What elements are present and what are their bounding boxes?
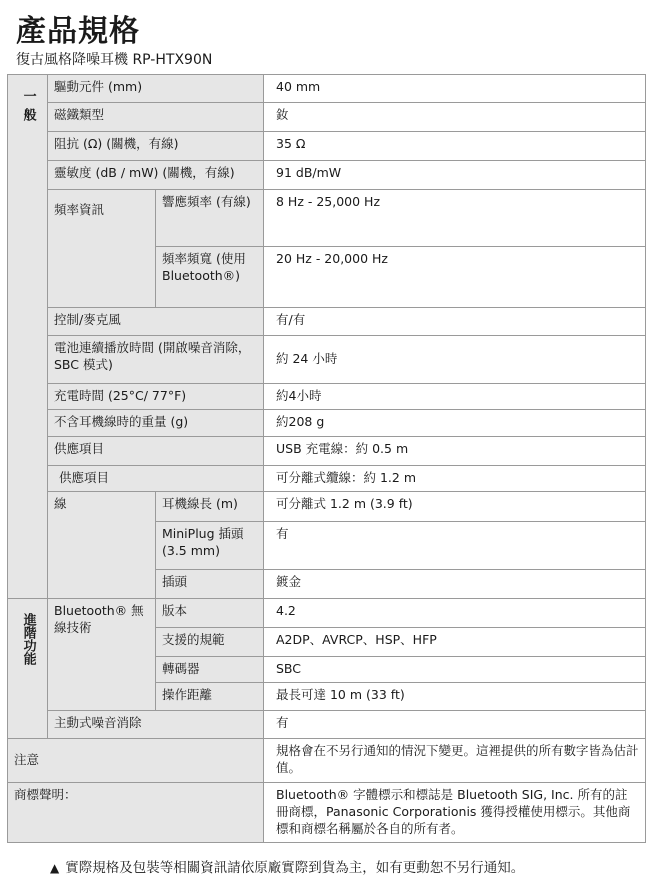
spec-table — [7, 74, 646, 843]
notes-label: 注意 — [8, 738, 264, 782]
spec-value-supply-usb: USB 充電線：約 0.5 m — [264, 437, 646, 466]
spec-value-driver: 40 mm — [264, 75, 646, 103]
spec-label-response: 響應頻率 (有線) — [156, 190, 264, 247]
spec-label-cable-length: 耳機線長 (m) — [156, 491, 264, 521]
spec-label-weight: 不含耳機線時的重量 (g) — [48, 410, 264, 437]
spec-label-bt-range: 操作距離 — [156, 682, 264, 710]
section-advanced-label: 進階功能 — [20, 612, 36, 665]
table-row — [8, 466, 646, 492]
spec-label-bluetooth: Bluetooth® 無線技術 — [48, 598, 156, 710]
spec-value-plug: 鍍金 — [264, 569, 646, 598]
table-row — [8, 410, 646, 437]
spec-label-bandwidth: 頻率頻寬 (使用 Bluetooth®) — [156, 247, 264, 308]
spec-label-bt-profiles: 支援的規範 — [156, 627, 264, 656]
spec-value-bandwidth: 20 Hz - 20,000 Hz — [264, 247, 646, 308]
footer-note — [50, 856, 524, 876]
table-row — [8, 491, 646, 521]
spec-label-anc: 主動式噪音消除 — [48, 710, 264, 738]
spec-value-supply-cable: 可分離式纜線：約 1.2 m — [264, 466, 646, 492]
notes-value: 規格會在不另行通知的情況下變更。這裡提供的所有數字皆為估計值。 — [264, 738, 646, 782]
spec-value-impedance: 35 Ω — [264, 132, 646, 161]
triangle-up-icon: ▲ — [50, 861, 60, 875]
spec-value-magnet: 釹 — [264, 103, 646, 132]
spec-value-bt-range: 最長可達 10 m (33 ft) — [264, 682, 646, 710]
spec-value-charge: 約4小時 — [264, 384, 646, 410]
spec-label-magnet: 磁鐵類型 — [48, 103, 264, 132]
table-row — [8, 75, 646, 103]
spec-label-control: 控制/麥克風 — [48, 308, 264, 336]
table-row — [8, 103, 646, 132]
spec-label-frequency: 頻率資訊 — [48, 190, 156, 308]
spec-value-anc: 有 — [264, 710, 646, 738]
spec-label-sensitivity: 靈敏度 (dB / mW) (關機，有線) — [48, 161, 264, 190]
spec-value-battery: 約 24 小時 — [264, 336, 646, 384]
spec-label-miniplug: MiniPlug 插頭 (3.5 mm) — [156, 521, 264, 569]
table-row — [8, 308, 646, 336]
table-row — [8, 738, 646, 782]
spec-label-impedance: 阻抗 (Ω) (關機，有線) — [48, 132, 264, 161]
product-subtitle: 復古風格降噪耳機 RP-HTX90N — [16, 52, 213, 68]
table-row — [8, 132, 646, 161]
spec-value-control: 有/有 — [264, 308, 646, 336]
page-title: 產品規格 — [16, 14, 140, 49]
trademark-label: 商標聲明： — [8, 782, 264, 842]
spec-label-battery: 電池連續播放時間 (開啟噪音消除，SBC 模式) — [48, 336, 264, 384]
table-row — [8, 598, 646, 627]
table-row — [8, 161, 646, 190]
section-general — [8, 75, 48, 599]
spec-label-bt-version: 版本 — [156, 598, 264, 627]
spec-value-weight: 約208 g — [264, 410, 646, 437]
table-row — [8, 336, 646, 384]
spec-label-supply-2: 供應項目 — [48, 466, 264, 492]
spec-label-plug: 插頭 — [156, 569, 264, 598]
spec-label-driver: 驅動元件 (mm) — [48, 75, 264, 103]
spec-value-response: 8 Hz - 25,000 Hz — [264, 190, 646, 247]
spec-label-bt-codec: 轉碼器 — [156, 656, 264, 682]
spec-value-bt-codec: SBC — [264, 656, 646, 682]
spec-value-cable-length: 可分離式 1.2 m (3.9 ft) — [264, 491, 646, 521]
spec-value-sensitivity: 91 dB/mW — [264, 161, 646, 190]
spec-label-supply: 供應項目 — [48, 437, 264, 466]
table-row — [8, 782, 646, 842]
footer-note-text: 實際規格及包裝等相關資訊請依原廠實際到貨為主，如有更動恕不另行通知。 — [65, 860, 525, 876]
section-general-label: 一般 — [20, 89, 36, 127]
spec-label-charge: 充電時間 (25°C/ 77°F) — [48, 384, 264, 410]
trademark-value: Bluetooth® 字體標示和標誌是 Bluetooth SIG, Inc. 所有的註冊商標，Panasonic Corporationis 獲得授權使用標示。其他商標和商標名稱屬於各自的所有者。 — [264, 782, 646, 842]
table-row — [8, 384, 646, 410]
table-row — [8, 190, 646, 247]
spec-label-cable: 線 — [48, 491, 156, 598]
spec-value-bt-profiles: A2DP、AVRCP、HSP、HFP — [264, 627, 646, 656]
spec-value-bt-version: 4.2 — [264, 598, 646, 627]
table-row — [8, 437, 646, 466]
table-row — [8, 710, 646, 738]
spec-value-miniplug: 有 — [264, 521, 646, 569]
section-advanced — [8, 598, 48, 738]
